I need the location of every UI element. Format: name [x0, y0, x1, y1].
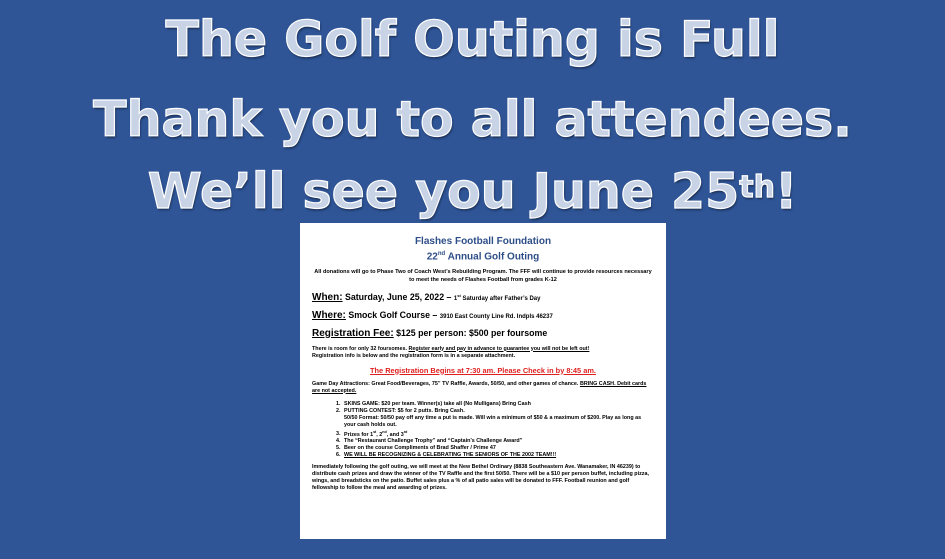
- when-row: [312, 292, 654, 303]
- when-value: Saturday, June 25, 2022 –: [342, 291, 454, 302]
- attractions-underline: BRING CASH. Debit cards are not accepted.: [312, 380, 647, 394]
- prizes-b: , 2: [376, 431, 383, 438]
- when-note-num: 1: [453, 295, 458, 302]
- putting-format: 50/50 Format: 50/50 pay off any time a put is made. Will win a minimum of $50 & a maximum of $200. Play as long as your cash holds out.: [344, 414, 642, 428]
- when-note-sup: st: [457, 292, 461, 298]
- prizes-sup-3: rd: [403, 429, 408, 434]
- list-item-skins: 1. SKINS GAME: $20 per team. Winner(s) take all (No Mulligans) Bring Cash: [342, 401, 654, 408]
- fee-row: [312, 328, 654, 339]
- headline-line-3: [0, 160, 945, 224]
- list-item-trophy: 4. The “Restaurant Challenge Trophy” and “Captain’s Challenge Award”: [342, 438, 654, 445]
- headline-line-3-sup: th: [739, 170, 775, 205]
- attractions: [312, 381, 654, 395]
- when-label: When:: [312, 291, 343, 303]
- headline-line-3-text: We’ll see you June 25: [147, 163, 740, 220]
- where-label: Where:: [312, 309, 346, 321]
- when-note-rest: Saturday after Father’s Day: [460, 295, 541, 302]
- closing-paragraph: Immediately following the golf outing, we will meet at the New Bethel Ordinary (8838 Southeastern Ave. Wanamaker, IN 46239) to distribute cash prizes and draw the winner of the TV Raffle and the first 50/50. There will be a $10 per person buffet, including pizza, wings, and breadsticks on the patio. Buffet sales plus a % of all patio sales will be donated to FFF. Football reunion and golf fellowship to follow the meal and awarding of prizes.: [312, 464, 649, 492]
- when-note: [453, 292, 541, 302]
- room-text-2: Registration info is below and the registration form is in a separate attachment.: [312, 352, 516, 359]
- list-item-prizes: [342, 429, 654, 439]
- prizes-a: Prizes for 1: [344, 431, 374, 438]
- where-row: [312, 310, 654, 321]
- flyer-org-name: Flashes Football Foundation: [414, 236, 552, 247]
- prizes-c: , and 3: [386, 431, 404, 438]
- registration-begins: The Registration Begins at 7:30 am. Please Check in by 8:45 am.: [370, 365, 596, 375]
- headline-line-3-end: !: [774, 163, 798, 220]
- where-address: 3910 East County Line Rd. Indpls 46237: [439, 313, 553, 320]
- prizes-sup-2: nd: [382, 429, 387, 434]
- headline-line-1: The Golf Outing is Full: [165, 11, 780, 68]
- prizes-sup-1: st: [373, 429, 377, 434]
- event-flyer: [300, 223, 666, 539]
- where-value: Smock Golf Course –: [345, 309, 440, 320]
- room-info: [312, 346, 654, 360]
- attractions-text: Game Day Attractions: Great Food/Beverages, 75” TV Raffle, Awards, 50/50, and other games of chance.: [312, 380, 580, 387]
- flyer-event-title: [312, 248, 654, 263]
- list-item-seniors: [342, 452, 654, 459]
- event-number: 22: [426, 251, 438, 263]
- event-number-sup: nd: [437, 251, 446, 257]
- room-underline: Register early and pay in advance to guarantee you will not be left out!: [408, 345, 590, 352]
- seniors-text: WE WILL BE RECOGNIZING & CELEBRATING THE SENIORS OF THE 2002 TEAM!!!: [344, 452, 557, 459]
- flyer-intro: All donations will go to Phase Two of Coach West’s Rebuilding Program. The FFF will continue to provide resources necessary to meet the needs of Flashes Football from grades K-12: [314, 269, 652, 283]
- room-text: There is room for only 32 foursomes.: [312, 345, 409, 352]
- headline-line-2: Thank you to all attendees.: [93, 91, 852, 148]
- event-title-text: Annual Golf Outing: [445, 251, 540, 263]
- attractions-list: [312, 401, 654, 460]
- list-item-putting: [342, 408, 654, 429]
- fee-label: Registration Fee:: [312, 327, 394, 339]
- fee-value: $125 per person: $500 per foursome: [393, 327, 548, 338]
- putting-contest: 2. PUTTING CONTEST: $5 for 2 putts. Bring Cash.: [344, 407, 465, 414]
- list-item-beer: 5. Beer on the course Compliments of Brad Shaffer / Prime 47: [342, 445, 654, 452]
